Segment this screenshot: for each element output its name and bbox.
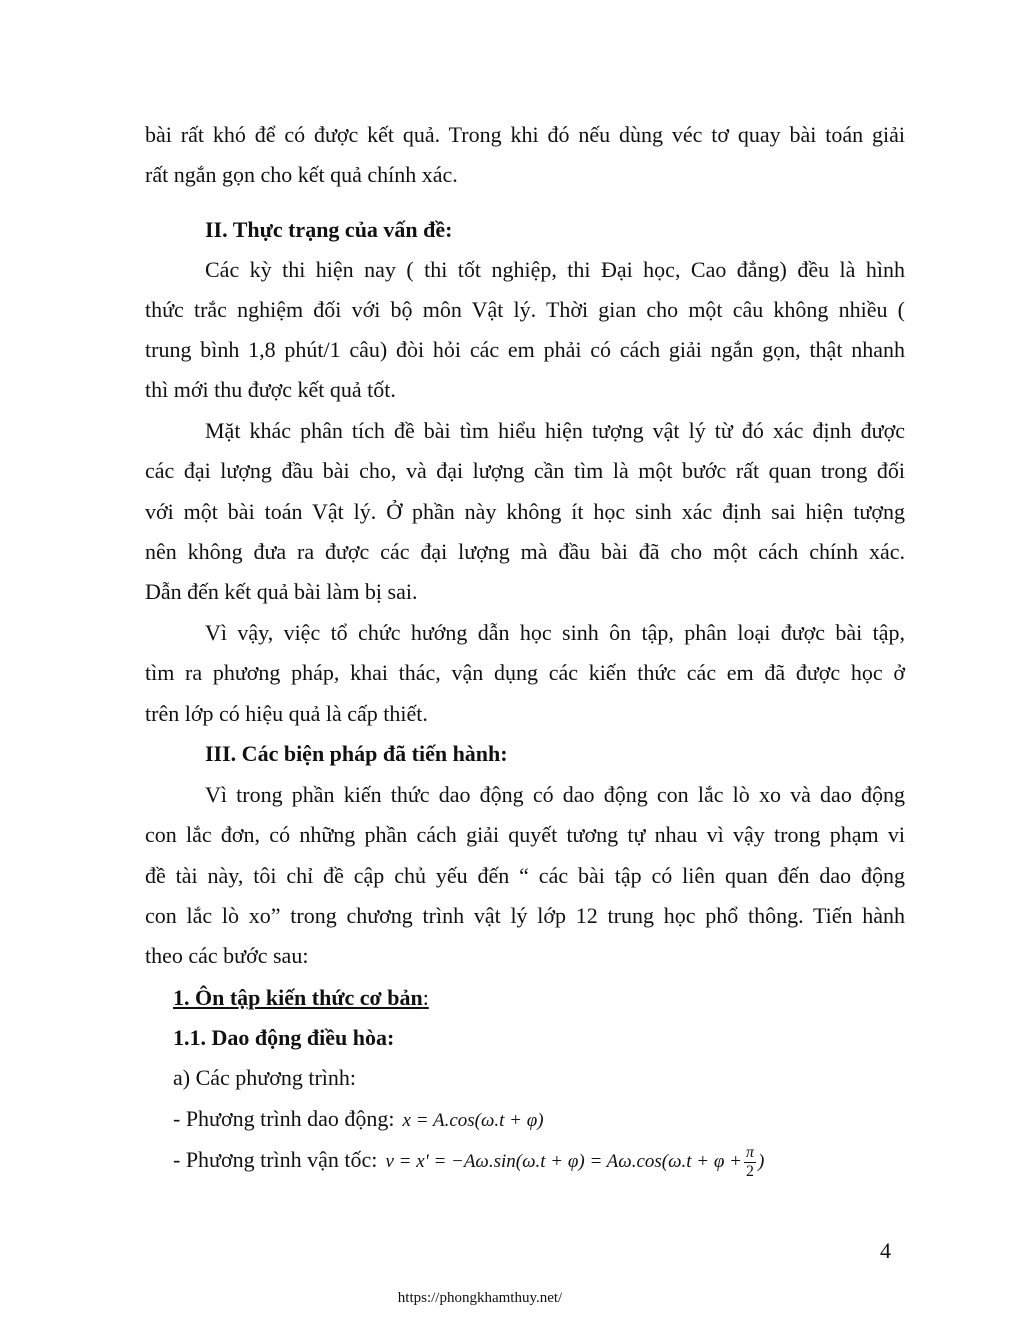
- paragraph-line: thức trắc nghiệm đối với bộ môn Vật lý. Thời gian cho một câu không nhiều (: [145, 297, 905, 322]
- subheading-1: [173, 978, 905, 1018]
- fraction-denominator: 2: [745, 1163, 754, 1181]
- fraction-numerator: π: [745, 1144, 754, 1162]
- paragraph-line: trung bình 1,8 phút/1 câu) đòi hỏi các em phải có cách giải ngắn gọn, thật nhanh: [145, 337, 905, 362]
- footer-url[interactable]: https://phongkhamthuy.net/: [397, 1290, 563, 1306]
- paragraph-line: nên không đưa ra được các đại lượng mà đầu bài đã cho một cách chính xác.: [145, 539, 905, 564]
- equation-displacement-label: - Phương trình dao động:: [173, 1106, 395, 1131]
- section-heading-iii: III. Các biện pháp đã tiến hành:: [205, 741, 508, 766]
- paragraph-line: theo các bước sau:: [145, 943, 309, 968]
- equation-velocity-label: - Phương trình vận tốc:: [173, 1147, 378, 1172]
- equation-velocity-fraction: [744, 1144, 756, 1181]
- subheading-1-colon: :: [422, 985, 429, 1010]
- paragraph-line: tìm ra phương pháp, khai thác, vận dụng các kiến thức các em đã được học ở: [145, 660, 905, 685]
- equation-velocity: [385, 1144, 765, 1181]
- paragraph-line: Vì trong phần kiến thức dao động có dao động con lắc lò xo và dao động: [205, 782, 905, 807]
- paragraph-line: Các kỳ thi hiện nay ( thi tốt nghiệp, thi Đại học, Cao đẳng) đều là hình: [205, 257, 905, 282]
- equation-displacement-line: [173, 1099, 905, 1141]
- paragraph-line: bài rất khó để có được kết quả. Trong khi đó nếu dùng véc tơ quay bài toán giải: [145, 122, 905, 147]
- paragraph-line: các đại lượng đầu bài cho, và đại lượng cần tìm là một bước rất quan trong đối: [145, 458, 905, 483]
- equation-velocity-main: v = x' = −Aω.sin(ω.t + φ) = Aω.cos(ω.t + φ +: [385, 1151, 742, 1172]
- paragraph-line: con lắc đơn, có những phần cách giải quyết tương tự nhau vì vậy trong phạm vi: [145, 822, 905, 847]
- list-label-a: a) Các phương trình:: [173, 1065, 357, 1090]
- equation-velocity-close: ): [757, 1151, 765, 1172]
- paragraph-line: trên lớp có hiệu quả là cấp thiết.: [145, 701, 428, 726]
- subheading-1-1: 1.1. Dao động điều hòa:: [173, 1025, 395, 1050]
- section-heading-ii: II. Thực trạng của vấn đề:: [205, 217, 453, 242]
- paragraph-line: với một bài toán Vật lý. Ở phần này không ít học sinh xác định sai hiện tượng: [145, 499, 905, 524]
- paragraph-line: rất ngắn gọn cho kết quả chính xác.: [145, 162, 458, 187]
- subheading-1-text: 1. Ôn tập kiến thức cơ bản: [173, 985, 423, 1010]
- equation-velocity-line: [173, 1140, 905, 1182]
- page-number: 4: [880, 1238, 891, 1263]
- paragraph-line: Mặt khác phân tích đề bài tìm hiểu hiện tượng vật lý từ đó xác định được: [205, 418, 905, 443]
- equation-displacement: x = A.cos(ω.t + φ): [402, 1110, 544, 1131]
- paragraph-line: thì mới thu được kết quả tốt.: [145, 377, 396, 402]
- paragraph-line: đề tài này, tôi chỉ đề cập chủ yếu đến “ các bài tập có liên quan đến dao động: [145, 863, 905, 888]
- paragraph-line: Dẫn đến kết quả bài làm bị sai.: [145, 579, 418, 604]
- paragraph-line: con lắc lò xo” trong chương trình vật lý lớp 12 trung học phổ thông. Tiến hành: [145, 903, 905, 928]
- paragraph-line: Vì vậy, việc tổ chức hướng dẫn học sinh ôn tập, phân loại được bài tập,: [205, 620, 905, 645]
